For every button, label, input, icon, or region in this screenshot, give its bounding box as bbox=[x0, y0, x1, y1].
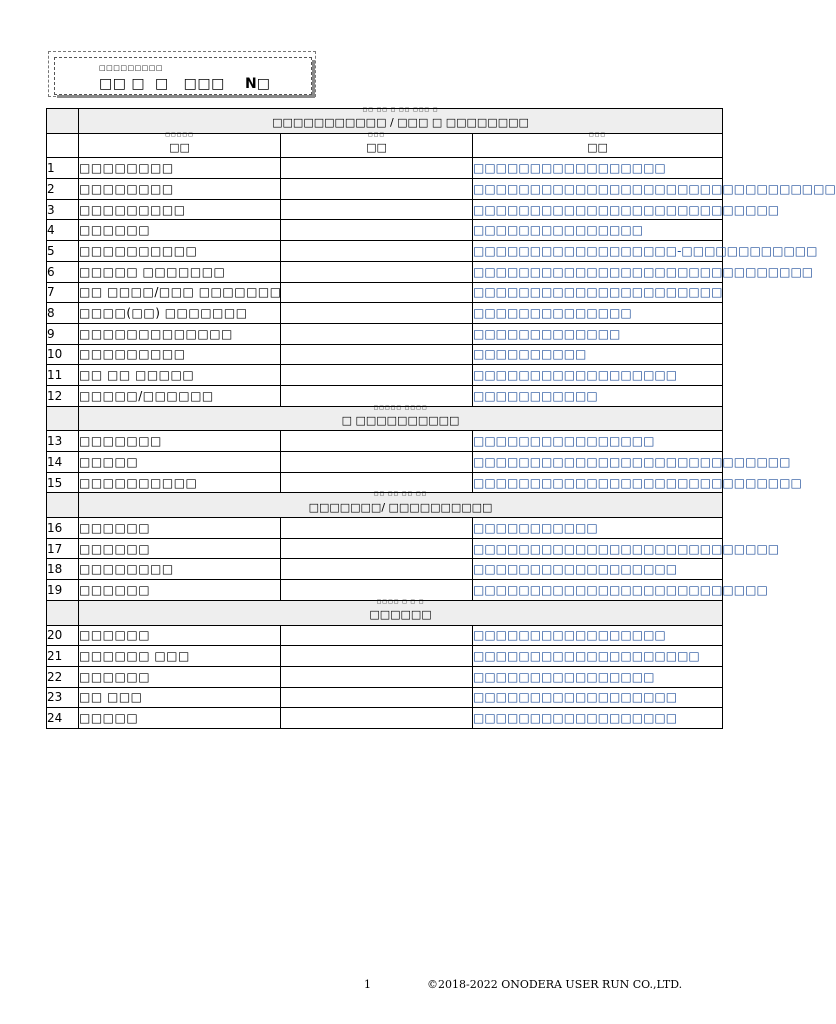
table-row bbox=[47, 199, 723, 220]
table-row bbox=[47, 518, 723, 539]
section-ruby: □□ □□ □□ □□ bbox=[373, 491, 428, 498]
row-number: 18 bbox=[47, 559, 79, 580]
table-row bbox=[47, 323, 723, 344]
row-number: 16 bbox=[47, 518, 79, 539]
item-label: □□□□□□ □□□ bbox=[79, 646, 281, 667]
entry-cell[interactable] bbox=[281, 261, 473, 282]
row-number: 23 bbox=[47, 687, 79, 708]
section-ruby: □□□□ □ □ □ bbox=[376, 598, 425, 605]
note-text: □□□□□□□□□□□□□□ bbox=[473, 303, 723, 324]
table-row bbox=[47, 666, 723, 687]
table-row bbox=[47, 687, 723, 708]
item-label: □□□□□□□□□□ bbox=[79, 472, 281, 493]
row-number: 12 bbox=[47, 385, 79, 406]
item-label: □□□□□□□□□□□□□ bbox=[79, 323, 281, 344]
item-label: □□□□□□□□□□ bbox=[79, 241, 281, 262]
checklist-table bbox=[46, 107, 836, 729]
note-text: □□□□□□□□□□□□□□□□□□□□□□ bbox=[473, 282, 723, 303]
row-number: 19 bbox=[47, 580, 79, 601]
item-label: □□□□□□ bbox=[79, 220, 281, 241]
column-header-label: □□ bbox=[169, 141, 190, 155]
table-row bbox=[47, 344, 723, 365]
note-text: □□□□□□□□□□□□□□□□□ bbox=[473, 158, 723, 179]
table-row bbox=[47, 452, 723, 473]
row-number: 10 bbox=[47, 344, 79, 365]
table-row bbox=[47, 282, 723, 303]
entry-cell[interactable] bbox=[281, 559, 473, 580]
section-header-row bbox=[47, 493, 723, 518]
entry-cell[interactable] bbox=[281, 625, 473, 646]
row-number: 6 bbox=[47, 261, 79, 282]
entry-cell[interactable] bbox=[281, 365, 473, 386]
table-row bbox=[47, 365, 723, 386]
table-row bbox=[47, 559, 723, 580]
page-title: □□ □ □ □□□ bbox=[99, 76, 225, 92]
table-row bbox=[47, 241, 723, 262]
table-row bbox=[47, 708, 723, 729]
section-title-cell bbox=[79, 406, 723, 431]
note-text: □□□□□□□□□□□□□□□□□□□□□□□□□□ bbox=[473, 580, 723, 601]
section-ruby: □□ □□ □ □□ □□□ □ bbox=[362, 107, 439, 113]
item-label: □□□□□ □□□□□□□ bbox=[79, 261, 281, 282]
column-header bbox=[281, 133, 473, 158]
item-label: □□□□□/□□□□□□ bbox=[79, 385, 281, 406]
title-number-label: N□ bbox=[245, 76, 270, 92]
table-row bbox=[47, 625, 723, 646]
entry-cell[interactable] bbox=[281, 199, 473, 220]
table-row bbox=[47, 158, 723, 179]
section-title-cell bbox=[79, 109, 723, 134]
item-label: □□□□□ bbox=[79, 708, 281, 729]
column-header-label: □□ bbox=[366, 141, 387, 155]
note-text: □□□□□□□□□□□ bbox=[473, 385, 723, 406]
item-label: □□□□□□ bbox=[79, 625, 281, 646]
section-title-cell bbox=[79, 493, 723, 518]
column-header-ruby: □□□ bbox=[588, 131, 607, 138]
row-number: 21 bbox=[47, 646, 79, 667]
item-label: □□ □□□ bbox=[79, 687, 281, 708]
note-text: □□□□□□□□□□□□□□□□□□□□□□□□□□□ bbox=[473, 199, 723, 220]
copyright-text: ©2018-2022 ONODERA USER RUN CO.,LTD. bbox=[427, 978, 683, 991]
section-title: □ □□□□□□□□□□ bbox=[341, 413, 460, 427]
note-text: □□□□□□□□□□□□□□□□ bbox=[473, 431, 723, 452]
row-number: 24 bbox=[47, 708, 79, 729]
note-text: □□□□□□□□□□□□□□□□□□ bbox=[473, 365, 723, 386]
row-number: 11 bbox=[47, 365, 79, 386]
section-number-cell bbox=[47, 493, 79, 518]
table-row bbox=[47, 179, 723, 200]
note-text: □□□□□□□□□□□□□□□□□□□□□□□□□□□□□□ bbox=[473, 261, 723, 282]
table-row bbox=[47, 303, 723, 324]
note-text: □□□□□□□□□□□ bbox=[473, 518, 723, 539]
entry-cell[interactable] bbox=[281, 452, 473, 473]
item-label: □□□□(□□) □□□□□□□ bbox=[79, 303, 281, 324]
entry-cell[interactable] bbox=[281, 538, 473, 559]
table-row bbox=[47, 431, 723, 452]
note-text: □□□□□□□□□□□□□□□□□□□□□□□□□□□□□ bbox=[473, 472, 723, 493]
section-title: □□□□□□ bbox=[369, 608, 432, 622]
row-number: 17 bbox=[47, 538, 79, 559]
column-header-ruby: □□□□□ bbox=[165, 131, 194, 138]
entry-cell[interactable] bbox=[281, 344, 473, 365]
row-number: 4 bbox=[47, 220, 79, 241]
table-row bbox=[47, 580, 723, 601]
note-text: □□□□□□□□□□□□□□□ bbox=[473, 220, 723, 241]
item-label: □□ □□ □□□□□ bbox=[79, 365, 281, 386]
title-frame bbox=[54, 57, 312, 95]
title-box bbox=[48, 51, 316, 97]
item-label: □□□□□□□□ bbox=[79, 179, 281, 200]
item-label: □□ □□□□/□□□ □□□□□□□ bbox=[79, 282, 281, 303]
row-number: 3 bbox=[47, 199, 79, 220]
entry-cell[interactable] bbox=[281, 472, 473, 493]
row-number: 20 bbox=[47, 625, 79, 646]
table-row bbox=[47, 646, 723, 667]
item-label: □□□□□□ bbox=[79, 580, 281, 601]
item-label: □□□□□ bbox=[79, 452, 281, 473]
column-header-row bbox=[47, 133, 723, 158]
section-title: □□□□□□□/ □□□□□□□□□□ bbox=[308, 500, 493, 514]
row-number: 1 bbox=[47, 158, 79, 179]
entry-cell[interactable] bbox=[281, 646, 473, 667]
column-header-label: □□ bbox=[587, 141, 608, 155]
item-label: □□□□□□□ bbox=[79, 431, 281, 452]
note-text: □□□□□□□□□□□□□□□□□□-□□□□□□□□□□□□ bbox=[473, 241, 723, 262]
note-text: □□□□□□□□□□□□□□□□□□□□□□□□□□□ bbox=[473, 538, 723, 559]
row-number: 13 bbox=[47, 431, 79, 452]
section-header-row bbox=[47, 109, 723, 134]
note-text: □□□□□□□□□□□□□□□□ bbox=[473, 666, 723, 687]
column-header bbox=[473, 133, 723, 158]
entry-cell[interactable] bbox=[281, 241, 473, 262]
section-title: □□□□□□□□□□□ / □□□ □ □□□□□□□□ bbox=[272, 116, 529, 130]
section-title-cell bbox=[79, 600, 723, 625]
row-number: 2 bbox=[47, 179, 79, 200]
row-number: 5 bbox=[47, 241, 79, 262]
note-text: □□□□□□□□□□□□□□□□□□ bbox=[473, 687, 723, 708]
entry-cell[interactable] bbox=[281, 220, 473, 241]
row-number: 15 bbox=[47, 472, 79, 493]
section-ruby: □□□□□ □□□□ bbox=[373, 404, 428, 411]
row-number: 14 bbox=[47, 452, 79, 473]
row-number: 9 bbox=[47, 323, 79, 344]
note-text: □□□□□□□□□□□□□ bbox=[473, 323, 723, 344]
table-row bbox=[47, 261, 723, 282]
entry-cell[interactable] bbox=[281, 303, 473, 324]
item-label: □□□□□□□□□ bbox=[79, 344, 281, 365]
section-header-row bbox=[47, 406, 723, 431]
title-ruby: □□□□□□□□□ bbox=[99, 64, 164, 72]
entry-cell[interactable] bbox=[281, 431, 473, 452]
section-number-cell bbox=[47, 406, 79, 431]
row-number: 22 bbox=[47, 666, 79, 687]
item-label: □□□□□□ bbox=[79, 666, 281, 687]
entry-cell[interactable] bbox=[281, 687, 473, 708]
entry-cell[interactable] bbox=[281, 666, 473, 687]
row-number: 8 bbox=[47, 303, 79, 324]
note-text: □□□□□□□□□□ bbox=[473, 344, 723, 365]
page-number: 1 bbox=[364, 978, 371, 991]
entry-cell[interactable] bbox=[281, 158, 473, 179]
entry-cell[interactable] bbox=[281, 708, 473, 729]
item-label: □□□□□□ bbox=[79, 518, 281, 539]
column-header-ruby: □□□ bbox=[367, 131, 386, 138]
table-row bbox=[47, 220, 723, 241]
item-label: □□□□□□□□ bbox=[79, 158, 281, 179]
note-text: □□□□□□□□□□□□□□□□□□ bbox=[473, 559, 723, 580]
note-text: □□□□□□□□□□□□□□□□□□□□ bbox=[473, 646, 723, 667]
row-number: 7 bbox=[47, 282, 79, 303]
note-text: □□□□□□□□□□□□□□□□□□□□□□□□□□□□□□□□ bbox=[473, 179, 723, 200]
table-row bbox=[47, 472, 723, 493]
entry-cell[interactable] bbox=[281, 385, 473, 406]
section-number-cell bbox=[47, 600, 79, 625]
note-text: □□□□□□□□□□□□□□□□□ bbox=[473, 625, 723, 646]
item-label: □□□□□□□□ bbox=[79, 559, 281, 580]
table-row bbox=[47, 538, 723, 559]
item-label: □□□□□□□□□ bbox=[79, 199, 281, 220]
entry-cell[interactable] bbox=[281, 323, 473, 344]
column-header-number bbox=[47, 133, 79, 158]
note-text: □□□□□□□□□□□□□□□□□□ bbox=[473, 708, 723, 729]
column-header bbox=[79, 133, 281, 158]
table-row bbox=[47, 385, 723, 406]
section-number-cell bbox=[47, 109, 79, 134]
section-header-row bbox=[47, 600, 723, 625]
entry-cell[interactable] bbox=[281, 179, 473, 200]
entry-cell[interactable] bbox=[281, 580, 473, 601]
note-text: □□□□□□□□□□□□□□□□□□□□□□□□□□□□ bbox=[473, 452, 723, 473]
entry-cell[interactable] bbox=[281, 282, 473, 303]
entry-cell[interactable] bbox=[281, 518, 473, 539]
item-label: □□□□□□ bbox=[79, 538, 281, 559]
